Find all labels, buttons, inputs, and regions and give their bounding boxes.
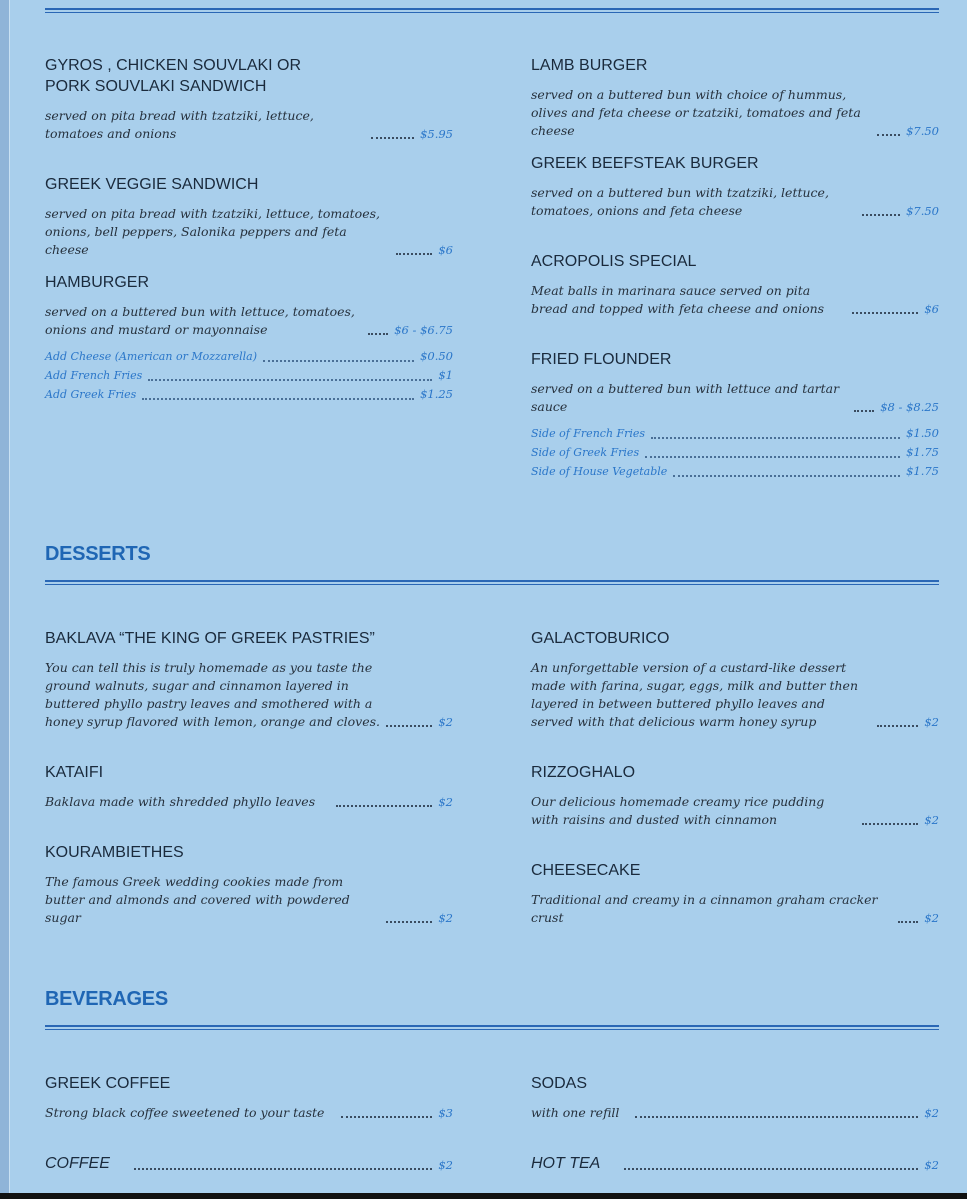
menu-item-coffee xyxy=(45,1153,453,1174)
addon-price: $1 xyxy=(438,368,453,382)
item-price: $5.95 xyxy=(420,127,453,141)
addon-label: Add Cheese (American or Mozzarella) xyxy=(45,350,258,363)
item-desc: Baklava made with shredded phyllo leaves xyxy=(45,794,316,809)
addon-price: $1.75 xyxy=(906,464,939,478)
item-desc-row xyxy=(45,1104,453,1122)
item-desc-row xyxy=(45,107,453,143)
item-desc: served on a buttered bun with choice of hummus, olives and feta cheese or tzatziki, tomatoes and feta cheese xyxy=(531,87,861,138)
item-name: GYROS , CHICKEN SOUVLAKI OR PORK SOUVLAKI SANDWICH xyxy=(45,57,302,95)
item-name: RIZZOGHALO xyxy=(531,764,636,781)
item-price: $6 xyxy=(924,302,939,316)
addon-row xyxy=(531,462,939,481)
item-name: BAKLAVA “THE KING OF GREEK PASTRIES” xyxy=(45,630,375,647)
item-name: COFFEE xyxy=(45,1155,110,1172)
addon-price: $0.50 xyxy=(420,349,453,363)
item-desc: served on a buttered bun with tzatziki, lettuce, tomatoes, onions and feta cheese xyxy=(531,185,829,218)
item-price: $2 xyxy=(438,795,453,809)
item-price: $2 xyxy=(438,1158,453,1172)
menu-item-sodas xyxy=(531,1073,939,1122)
menu-item-lamb-burger xyxy=(531,55,939,140)
item-desc: Our delicious homemade creamy rice pudding with raisins and dusted with cinnamon xyxy=(531,794,825,827)
menu-item-acropolis-special xyxy=(531,251,939,318)
item-price: $6 - $6.75 xyxy=(394,323,453,337)
leader-dots xyxy=(854,410,874,412)
leader-dots xyxy=(134,1168,432,1170)
item-name: HOT TEA xyxy=(531,1155,601,1172)
menu-item-fried-flounder xyxy=(531,349,939,481)
bottom-edge-bar xyxy=(0,1193,967,1199)
item-desc: with one refill xyxy=(531,1105,620,1120)
item-desc: served on pita bread with tzatziki, lettuce, tomatoes and onions xyxy=(45,108,314,141)
item-desc-row xyxy=(531,184,939,220)
leader-dots xyxy=(371,137,414,139)
leader-dots xyxy=(862,214,900,216)
leader-dots xyxy=(263,360,414,362)
addon-price: $1.75 xyxy=(906,445,939,459)
leader-dots xyxy=(862,823,918,825)
item-desc: You can tell this is truly homemade as you taste the ground walnuts, sugar and cinnamon layered in buttered phyllo pastry leaves and smothered with a honey syrup flavored with lemon, orange and cloves. xyxy=(45,660,381,729)
addon-label: Side of French Fries xyxy=(531,427,646,440)
leader-dots xyxy=(635,1116,918,1118)
item-name-row xyxy=(531,1153,939,1174)
addon-row xyxy=(45,347,453,366)
menu-item-kourambiethes xyxy=(45,842,453,927)
menu-item-galactoburico xyxy=(531,628,939,731)
item-name: GALACTOBURICO xyxy=(531,630,670,647)
item-price: $2 xyxy=(924,1106,939,1120)
menu-item-hamburger xyxy=(45,272,453,404)
leader-dots xyxy=(396,253,432,255)
item-desc-row xyxy=(531,793,939,829)
top-divider xyxy=(45,8,939,13)
leader-dots xyxy=(898,921,918,923)
item-price: $2 xyxy=(924,715,939,729)
leader-dots xyxy=(852,312,918,314)
item-price: $2 xyxy=(924,911,939,925)
menu-item-greek-coffee xyxy=(45,1073,453,1122)
item-desc-row xyxy=(45,303,453,339)
item-price: $2 xyxy=(924,1158,939,1172)
item-name: FRIED FLOUNDER xyxy=(531,351,672,368)
item-desc-row xyxy=(531,86,939,140)
menu-item-greek-veggie xyxy=(45,174,453,259)
item-price: $8 - $8.25 xyxy=(880,400,939,414)
addon-row xyxy=(531,443,939,462)
leader-dots xyxy=(645,456,900,458)
item-name: KATAIFI xyxy=(45,764,104,781)
item-desc-row xyxy=(45,873,453,927)
leader-dots xyxy=(673,475,900,477)
addon-row xyxy=(45,385,453,404)
addon-label: Side of House Vegetable xyxy=(531,465,668,478)
item-name: SODAS xyxy=(531,1075,588,1092)
section-title-beverages: BEVERAGES xyxy=(45,988,168,1010)
item-name-row xyxy=(45,1153,453,1174)
item-name: KOURAMBIETHES xyxy=(45,844,184,861)
menu-item-hot-tea xyxy=(531,1153,939,1174)
item-price: $2 xyxy=(438,911,453,925)
leader-dots xyxy=(877,134,900,136)
item-name: GREEK VEGGIE SANDWICH xyxy=(45,176,259,193)
item-desc-row xyxy=(531,891,939,927)
menu-item-kataifi xyxy=(45,762,453,811)
item-desc: Meat balls in marinara sauce served on pita bread and topped with feta cheese and onions xyxy=(531,283,825,316)
item-name: ACROPOLIS SPECIAL xyxy=(531,253,697,270)
item-desc-row xyxy=(45,659,453,731)
beverages-divider xyxy=(45,1025,939,1030)
leader-dots xyxy=(341,1116,432,1118)
item-desc-row xyxy=(531,380,939,416)
item-desc-row xyxy=(531,1104,939,1122)
leader-dots xyxy=(877,725,918,727)
leader-dots xyxy=(624,1168,918,1170)
addon-label: Side of Greek Fries xyxy=(531,446,640,459)
item-desc-row xyxy=(45,205,453,259)
menu-item-beefsteak-burger xyxy=(531,153,939,220)
section-title-desserts: DESSERTS xyxy=(45,543,151,565)
leader-dots xyxy=(142,398,414,400)
item-price: $7.50 xyxy=(906,124,939,138)
item-desc-row xyxy=(45,793,453,811)
addon-row xyxy=(531,424,939,443)
item-name: GREEK BEEFSTEAK BURGER xyxy=(531,155,759,172)
desserts-divider xyxy=(45,580,939,585)
item-desc: served on pita bread with tzatziki, lettuce, tomatoes, onions, bell peppers, Salonika peppers and feta cheese xyxy=(45,206,380,257)
addon-label: Add French Fries xyxy=(45,369,143,382)
item-desc-row xyxy=(531,282,939,318)
item-desc: served on a buttered bun with lettuce and tartar sauce xyxy=(531,381,840,414)
leader-dots xyxy=(386,921,432,923)
addon-row xyxy=(45,366,453,385)
addon-price: $1.25 xyxy=(420,387,453,401)
item-desc: Traditional and creamy in a cinnamon graham cracker crust xyxy=(531,892,878,925)
item-price: $2 xyxy=(438,715,453,729)
left-edge-strip xyxy=(0,0,10,1199)
item-desc-row xyxy=(531,659,939,731)
item-name: LAMB BURGER xyxy=(531,57,648,74)
item-desc: served on a buttered bun with lettuce, tomatoes, onions and mustard or mayonnaise xyxy=(45,304,355,337)
menu-item-rizzoghalo xyxy=(531,762,939,829)
menu-item-baklava xyxy=(45,628,453,731)
leader-dots xyxy=(651,437,900,439)
item-price: $3 xyxy=(438,1106,453,1120)
addon-price: $1.50 xyxy=(906,426,939,440)
leader-dots xyxy=(386,725,432,727)
item-price: $2 xyxy=(924,813,939,827)
menu-item-cheesecake xyxy=(531,860,939,927)
item-desc: An unforgettable version of a custard-like dessert made with farina, sugar, eggs, milk and butter then layered in between buttered phyllo leaves and served with that delicious warm honey syrup xyxy=(531,660,858,729)
leader-dots xyxy=(336,805,432,807)
addon-label: Add Greek Fries xyxy=(45,388,137,401)
item-name: HAMBURGER xyxy=(45,274,150,291)
menu-item-gyros xyxy=(45,55,453,143)
item-desc: Strong black coffee sweetened to your taste xyxy=(45,1105,325,1120)
item-price: $7.50 xyxy=(906,204,939,218)
leader-dots xyxy=(148,379,432,381)
leader-dots xyxy=(368,333,388,335)
item-name: CHEESECAKE xyxy=(531,862,641,879)
item-name: GREEK COFFEE xyxy=(45,1075,171,1092)
item-price: $6 xyxy=(438,243,453,257)
item-desc: The famous Greek wedding cookies made from butter and almonds and covered with powdered sugar xyxy=(45,874,350,925)
